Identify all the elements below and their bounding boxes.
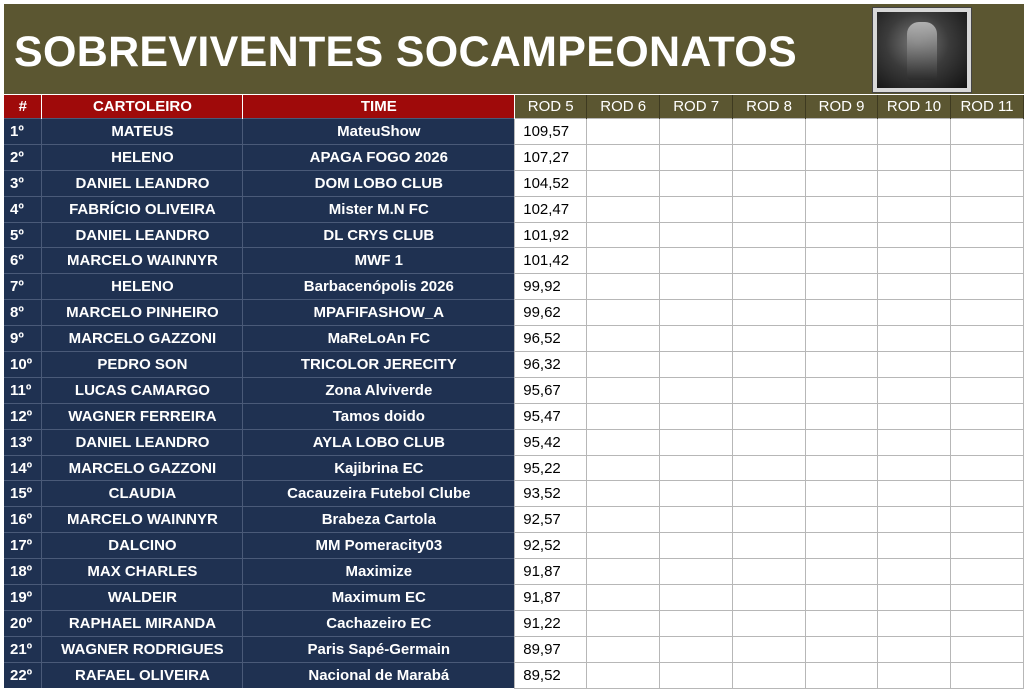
rod8-score-cell[interactable] bbox=[733, 144, 806, 170]
rod10-score-cell[interactable] bbox=[878, 507, 951, 533]
cartoleiro-cell[interactable]: HELENO bbox=[42, 274, 243, 300]
cartoleiro-cell[interactable]: RAFAEL OLIVEIRA bbox=[42, 662, 243, 688]
team-cell[interactable]: DL CRYS CLUB bbox=[243, 222, 515, 248]
rod10-score-cell[interactable] bbox=[878, 119, 951, 145]
rod7-score-cell[interactable] bbox=[660, 429, 733, 455]
rod7-score-cell[interactable] bbox=[660, 662, 733, 688]
rank-cell[interactable]: 10º bbox=[4, 352, 42, 378]
rank-cell[interactable]: 22º bbox=[4, 662, 42, 688]
rod11-score-cell[interactable] bbox=[950, 610, 1023, 636]
rod8-score-cell[interactable] bbox=[733, 455, 806, 481]
rod9-score-cell[interactable] bbox=[806, 585, 878, 611]
rod10-score-cell[interactable] bbox=[878, 248, 951, 274]
rod5-score-cell[interactable]: 99,62 bbox=[515, 300, 587, 326]
col-header-rod9[interactable]: ROD 9 bbox=[806, 95, 878, 119]
rod9-score-cell[interactable] bbox=[806, 196, 878, 222]
rod7-score-cell[interactable] bbox=[660, 300, 733, 326]
table-row bbox=[4, 274, 1024, 300]
rod8-score-cell[interactable] bbox=[733, 429, 806, 455]
team-cell[interactable]: MaReLoAn FC bbox=[243, 326, 515, 352]
rod10-score-cell[interactable] bbox=[878, 585, 951, 611]
rod8-score-cell[interactable] bbox=[733, 326, 806, 352]
header-row bbox=[4, 95, 1024, 119]
rod6-score-cell[interactable] bbox=[587, 507, 660, 533]
table-row bbox=[4, 377, 1024, 403]
rod6-score-cell[interactable] bbox=[587, 533, 660, 559]
rod11-score-cell[interactable] bbox=[950, 326, 1023, 352]
cartoleiro-cell[interactable]: RAPHAEL MIRANDA bbox=[42, 610, 243, 636]
rank-cell[interactable]: 11º bbox=[4, 377, 42, 403]
table-row bbox=[4, 403, 1024, 429]
table-row bbox=[4, 662, 1024, 688]
rod10-score-cell[interactable] bbox=[878, 636, 951, 662]
rod5-score-cell[interactable]: 95,47 bbox=[515, 403, 587, 429]
cartoleiro-cell[interactable]: MARCELO PINHEIRO bbox=[42, 300, 243, 326]
cartoleiro-cell[interactable]: MARCELO GAZZONI bbox=[42, 326, 243, 352]
rod8-score-cell[interactable] bbox=[733, 222, 806, 248]
rank-cell[interactable]: 21º bbox=[4, 636, 42, 662]
rod10-score-cell[interactable] bbox=[878, 170, 951, 196]
rank-cell[interactable]: 9º bbox=[4, 326, 42, 352]
table-row bbox=[4, 507, 1024, 533]
table-row bbox=[4, 352, 1024, 378]
cartoleiro-cell[interactable]: WAGNER FERREIRA bbox=[42, 403, 243, 429]
rod5-score-cell[interactable]: 95,22 bbox=[515, 455, 587, 481]
rod5-score-cell[interactable]: 92,57 bbox=[515, 507, 587, 533]
rod11-score-cell[interactable] bbox=[950, 222, 1023, 248]
team-cell[interactable]: Cachazeiro EC bbox=[243, 610, 515, 636]
rod10-score-cell[interactable] bbox=[878, 274, 951, 300]
rod10-score-cell[interactable] bbox=[878, 300, 951, 326]
rod6-score-cell[interactable] bbox=[587, 585, 660, 611]
rod10-score-cell[interactable] bbox=[878, 662, 951, 688]
table-row bbox=[4, 585, 1024, 611]
rod10-score-cell[interactable] bbox=[878, 196, 951, 222]
rod9-score-cell[interactable] bbox=[806, 429, 878, 455]
team-cell[interactable]: Maximum EC bbox=[243, 585, 515, 611]
rod7-score-cell[interactable] bbox=[660, 352, 733, 378]
rod6-score-cell[interactable] bbox=[587, 170, 660, 196]
rank-cell[interactable]: 5º bbox=[4, 222, 42, 248]
rod10-score-cell[interactable] bbox=[878, 481, 951, 507]
cartoleiro-cell[interactable]: HELENO bbox=[42, 144, 243, 170]
rod9-score-cell[interactable] bbox=[806, 300, 878, 326]
rod6-score-cell[interactable] bbox=[587, 274, 660, 300]
team-cell[interactable]: TRICOLOR JERECITY bbox=[243, 352, 515, 378]
rod7-score-cell[interactable] bbox=[660, 377, 733, 403]
rod6-score-cell[interactable] bbox=[587, 610, 660, 636]
rod5-score-cell[interactable]: 109,57 bbox=[515, 119, 587, 145]
rod10-score-cell[interactable] bbox=[878, 610, 951, 636]
cartoleiro-cell[interactable]: MAX CHARLES bbox=[42, 559, 243, 585]
rod9-score-cell[interactable] bbox=[806, 636, 878, 662]
rod8-score-cell[interactable] bbox=[733, 403, 806, 429]
rod11-score-cell[interactable] bbox=[950, 403, 1023, 429]
rod7-score-cell[interactable] bbox=[660, 455, 733, 481]
rod8-score-cell[interactable] bbox=[733, 481, 806, 507]
rod9-score-cell[interactable] bbox=[806, 507, 878, 533]
rod7-score-cell[interactable] bbox=[660, 248, 733, 274]
rod5-score-cell[interactable]: 104,52 bbox=[515, 170, 587, 196]
rod11-score-cell[interactable] bbox=[950, 533, 1023, 559]
rod5-score-cell[interactable]: 89,52 bbox=[515, 662, 587, 688]
cartoleiro-cell[interactable]: DANIEL LEANDRO bbox=[42, 429, 243, 455]
rod9-score-cell[interactable] bbox=[806, 274, 878, 300]
team-cell[interactable]: Maximize bbox=[243, 559, 515, 585]
rank-cell[interactable]: 16º bbox=[4, 507, 42, 533]
col-header-cartoleiro[interactable]: CARTOLEIRO bbox=[42, 95, 243, 119]
team-cell[interactable]: Tamos doido bbox=[243, 403, 515, 429]
rod8-score-cell[interactable] bbox=[733, 119, 806, 145]
rod6-score-cell[interactable] bbox=[587, 377, 660, 403]
rod10-score-cell[interactable] bbox=[878, 455, 951, 481]
col-header-rod5[interactable]: ROD 5 bbox=[515, 95, 587, 119]
reaper-figure bbox=[907, 22, 937, 80]
cartoleiro-cell[interactable]: PEDRO SON bbox=[42, 352, 243, 378]
cartoleiro-cell[interactable]: LUCAS CAMARGO bbox=[42, 377, 243, 403]
rod7-score-cell[interactable] bbox=[660, 507, 733, 533]
rod9-score-cell[interactable] bbox=[806, 455, 878, 481]
rod11-score-cell[interactable] bbox=[950, 352, 1023, 378]
rank-cell[interactable]: 1º bbox=[4, 119, 42, 145]
col-header-rod7[interactable]: ROD 7 bbox=[660, 95, 733, 119]
page-title: SOBREVIVENTES SOCAMPEONATOS bbox=[14, 28, 798, 76]
rod6-score-cell[interactable] bbox=[587, 300, 660, 326]
rod7-score-cell[interactable] bbox=[660, 610, 733, 636]
rod11-score-cell[interactable] bbox=[950, 274, 1023, 300]
table-row bbox=[4, 636, 1024, 662]
rod6-score-cell[interactable] bbox=[587, 222, 660, 248]
rod6-score-cell[interactable] bbox=[587, 455, 660, 481]
cartoleiro-cell[interactable]: WALDEIR bbox=[42, 585, 243, 611]
team-cell[interactable]: Nacional de Marabá bbox=[243, 662, 515, 688]
cartoleiro-cell[interactable]: DALCINO bbox=[42, 533, 243, 559]
rod5-score-cell[interactable]: 91,87 bbox=[515, 559, 587, 585]
rod5-score-cell[interactable]: 91,87 bbox=[515, 585, 587, 611]
rod7-score-cell[interactable] bbox=[660, 170, 733, 196]
cartoleiro-cell[interactable]: CLAUDIA bbox=[42, 481, 243, 507]
rod11-score-cell[interactable] bbox=[950, 481, 1023, 507]
rod10-score-cell[interactable] bbox=[878, 403, 951, 429]
rod8-score-cell[interactable] bbox=[733, 507, 806, 533]
rod5-score-cell[interactable]: 101,42 bbox=[515, 248, 587, 274]
rod9-score-cell[interactable] bbox=[806, 144, 878, 170]
rod5-score-cell[interactable]: 93,52 bbox=[515, 481, 587, 507]
rank-cell[interactable]: 18º bbox=[4, 559, 42, 585]
rod5-score-cell[interactable]: 102,47 bbox=[515, 196, 587, 222]
table-row bbox=[4, 455, 1024, 481]
team-cell[interactable]: Paris Sapé-Germain bbox=[243, 636, 515, 662]
rod9-score-cell[interactable] bbox=[806, 559, 878, 585]
rod10-score-cell[interactable] bbox=[878, 559, 951, 585]
rod5-score-cell[interactable]: 91,22 bbox=[515, 610, 587, 636]
cartoleiro-cell[interactable]: MARCELO WAINNYR bbox=[42, 248, 243, 274]
rod11-score-cell[interactable] bbox=[950, 170, 1023, 196]
team-cell[interactable]: MateuShow bbox=[243, 119, 515, 145]
rod8-score-cell[interactable] bbox=[733, 196, 806, 222]
rod8-score-cell[interactable] bbox=[733, 377, 806, 403]
cartoleiro-cell[interactable]: WAGNER RODRIGUES bbox=[42, 636, 243, 662]
rank-cell[interactable]: 17º bbox=[4, 533, 42, 559]
col-header-rod6[interactable]: ROD 6 bbox=[587, 95, 660, 119]
rod5-score-cell[interactable]: 96,52 bbox=[515, 326, 587, 352]
rod11-score-cell[interactable] bbox=[950, 559, 1023, 585]
rod11-score-cell[interactable] bbox=[950, 507, 1023, 533]
rank-cell[interactable]: 14º bbox=[4, 455, 42, 481]
rod8-score-cell[interactable] bbox=[733, 300, 806, 326]
rod6-score-cell[interactable] bbox=[587, 481, 660, 507]
team-cell[interactable]: Kajibrina EC bbox=[243, 455, 515, 481]
rod9-score-cell[interactable] bbox=[806, 533, 878, 559]
table-row bbox=[4, 222, 1024, 248]
grim-reaper-icon bbox=[872, 7, 972, 93]
cartoleiro-cell[interactable]: MATEUS bbox=[42, 119, 243, 145]
rod8-score-cell[interactable] bbox=[733, 274, 806, 300]
rod10-score-cell[interactable] bbox=[878, 377, 951, 403]
rod7-score-cell[interactable] bbox=[660, 533, 733, 559]
rod9-score-cell[interactable] bbox=[806, 481, 878, 507]
table-row bbox=[4, 196, 1024, 222]
rod10-score-cell[interactable] bbox=[878, 222, 951, 248]
rod8-score-cell[interactable] bbox=[733, 533, 806, 559]
rod5-score-cell[interactable]: 95,67 bbox=[515, 377, 587, 403]
col-header-rod8[interactable]: ROD 8 bbox=[733, 95, 806, 119]
team-cell[interactable]: MPAFIFASHOW_A bbox=[243, 300, 515, 326]
rod8-score-cell[interactable] bbox=[733, 636, 806, 662]
team-cell[interactable]: AYLA LOBO CLUB bbox=[243, 429, 515, 455]
cartoleiro-cell[interactable]: FABRÍCIO OLIVEIRA bbox=[42, 196, 243, 222]
rod10-score-cell[interactable] bbox=[878, 352, 951, 378]
rod7-score-cell[interactable] bbox=[660, 636, 733, 662]
rod6-score-cell[interactable] bbox=[587, 429, 660, 455]
rod11-score-cell[interactable] bbox=[950, 429, 1023, 455]
team-cell[interactable]: MM Pomeracity03 bbox=[243, 533, 515, 559]
rod6-score-cell[interactable] bbox=[587, 248, 660, 274]
rod6-score-cell[interactable] bbox=[587, 144, 660, 170]
rod8-score-cell[interactable] bbox=[733, 559, 806, 585]
team-cell[interactable]: APAGA FOGO 2026 bbox=[243, 144, 515, 170]
rank-cell[interactable]: 20º bbox=[4, 610, 42, 636]
rod10-score-cell[interactable] bbox=[878, 144, 951, 170]
rod5-score-cell[interactable]: 107,27 bbox=[515, 144, 587, 170]
rank-cell[interactable]: 6º bbox=[4, 248, 42, 274]
rod6-score-cell[interactable] bbox=[587, 352, 660, 378]
cartoleiro-cell[interactable]: DANIEL LEANDRO bbox=[42, 222, 243, 248]
cartoleiro-cell[interactable]: DANIEL LEANDRO bbox=[42, 170, 243, 196]
rod11-score-cell[interactable] bbox=[950, 248, 1023, 274]
cartoleiro-cell[interactable]: MARCELO WAINNYR bbox=[42, 507, 243, 533]
table-row bbox=[4, 429, 1024, 455]
team-cell[interactable]: DOM LOBO CLUB bbox=[243, 170, 515, 196]
team-cell[interactable]: MWF 1 bbox=[243, 248, 515, 274]
team-cell[interactable]: Mister M.N FC bbox=[243, 196, 515, 222]
rod11-score-cell[interactable] bbox=[950, 636, 1023, 662]
rod7-score-cell[interactable] bbox=[660, 585, 733, 611]
rank-cell[interactable]: 12º bbox=[4, 403, 42, 429]
rod11-score-cell[interactable] bbox=[950, 377, 1023, 403]
rod8-score-cell[interactable] bbox=[733, 610, 806, 636]
table-row bbox=[4, 481, 1024, 507]
rod9-score-cell[interactable] bbox=[806, 248, 878, 274]
team-cell[interactable]: Zona Alviverde bbox=[243, 377, 515, 403]
team-cell[interactable]: Brabeza Cartola bbox=[243, 507, 515, 533]
rod11-score-cell[interactable] bbox=[950, 455, 1023, 481]
rod5-score-cell[interactable]: 96,32 bbox=[515, 352, 587, 378]
rod9-score-cell[interactable] bbox=[806, 610, 878, 636]
rod10-score-cell[interactable] bbox=[878, 533, 951, 559]
rod9-score-cell[interactable] bbox=[806, 662, 878, 688]
rod6-score-cell[interactable] bbox=[587, 636, 660, 662]
table-row bbox=[4, 610, 1024, 636]
rod11-score-cell[interactable] bbox=[950, 196, 1023, 222]
rod7-score-cell[interactable] bbox=[660, 326, 733, 352]
rod6-score-cell[interactable] bbox=[587, 559, 660, 585]
rod7-score-cell[interactable] bbox=[660, 196, 733, 222]
table-row bbox=[4, 300, 1024, 326]
table-row bbox=[4, 144, 1024, 170]
rod8-score-cell[interactable] bbox=[733, 248, 806, 274]
rod6-score-cell[interactable] bbox=[587, 326, 660, 352]
rod11-score-cell[interactable] bbox=[950, 119, 1023, 145]
team-cell[interactable]: Cacauzeira Futebol Clube bbox=[243, 481, 515, 507]
rod8-score-cell[interactable] bbox=[733, 352, 806, 378]
cartoleiro-cell[interactable]: MARCELO GAZZONI bbox=[42, 455, 243, 481]
rod6-score-cell[interactable] bbox=[587, 403, 660, 429]
rod11-score-cell[interactable] bbox=[950, 300, 1023, 326]
rod9-score-cell[interactable] bbox=[806, 326, 878, 352]
standings-table bbox=[4, 95, 1024, 689]
rank-cell[interactable]: 8º bbox=[4, 300, 42, 326]
table-row bbox=[4, 248, 1024, 274]
logo-background bbox=[877, 12, 967, 88]
rod5-score-cell[interactable]: 89,97 bbox=[515, 636, 587, 662]
rank-cell[interactable]: 3º bbox=[4, 170, 42, 196]
rod11-score-cell[interactable] bbox=[950, 662, 1023, 688]
rod9-score-cell[interactable] bbox=[806, 119, 878, 145]
rod11-score-cell[interactable] bbox=[950, 144, 1023, 170]
table-row bbox=[4, 533, 1024, 559]
rod9-score-cell[interactable] bbox=[806, 352, 878, 378]
rod7-score-cell[interactable] bbox=[660, 119, 733, 145]
table-row bbox=[4, 170, 1024, 196]
col-header-pos[interactable]: # bbox=[4, 95, 42, 119]
rod7-score-cell[interactable] bbox=[660, 559, 733, 585]
team-cell[interactable]: Barbacenópolis 2026 bbox=[243, 274, 515, 300]
rod7-score-cell[interactable] bbox=[660, 274, 733, 300]
rank-cell[interactable]: 7º bbox=[4, 274, 42, 300]
rod5-score-cell[interactable]: 92,52 bbox=[515, 533, 587, 559]
rod6-score-cell[interactable] bbox=[587, 196, 660, 222]
rod7-score-cell[interactable] bbox=[660, 481, 733, 507]
col-header-rod11[interactable]: ROD 11 bbox=[950, 95, 1023, 119]
rod8-score-cell[interactable] bbox=[733, 170, 806, 196]
rank-cell[interactable]: 19º bbox=[4, 585, 42, 611]
rod6-score-cell[interactable] bbox=[587, 119, 660, 145]
rod11-score-cell[interactable] bbox=[950, 585, 1023, 611]
rod10-score-cell[interactable] bbox=[878, 326, 951, 352]
rod6-score-cell[interactable] bbox=[587, 662, 660, 688]
table-row bbox=[4, 559, 1024, 585]
rod8-score-cell[interactable] bbox=[733, 662, 806, 688]
rod5-score-cell[interactable]: 99,92 bbox=[515, 274, 587, 300]
rod10-score-cell[interactable] bbox=[878, 429, 951, 455]
table-row bbox=[4, 326, 1024, 352]
rank-cell[interactable]: 13º bbox=[4, 429, 42, 455]
table-row bbox=[4, 119, 1024, 145]
rod7-score-cell[interactable] bbox=[660, 222, 733, 248]
rod9-score-cell[interactable] bbox=[806, 377, 878, 403]
rod5-score-cell[interactable]: 101,92 bbox=[515, 222, 587, 248]
rod7-score-cell[interactable] bbox=[660, 403, 733, 429]
rod8-score-cell[interactable] bbox=[733, 585, 806, 611]
col-header-time[interactable]: TIME bbox=[243, 95, 515, 119]
sheet-header bbox=[4, 4, 1024, 94]
rank-cell[interactable]: 2º bbox=[4, 144, 42, 170]
rod9-score-cell[interactable] bbox=[806, 403, 878, 429]
rod9-score-cell[interactable] bbox=[806, 222, 878, 248]
rod9-score-cell[interactable] bbox=[806, 170, 878, 196]
col-header-rod10[interactable]: ROD 10 bbox=[878, 95, 951, 119]
rank-cell[interactable]: 4º bbox=[4, 196, 42, 222]
rod5-score-cell[interactable]: 95,42 bbox=[515, 429, 587, 455]
rod7-score-cell[interactable] bbox=[660, 144, 733, 170]
rank-cell[interactable]: 15º bbox=[4, 481, 42, 507]
